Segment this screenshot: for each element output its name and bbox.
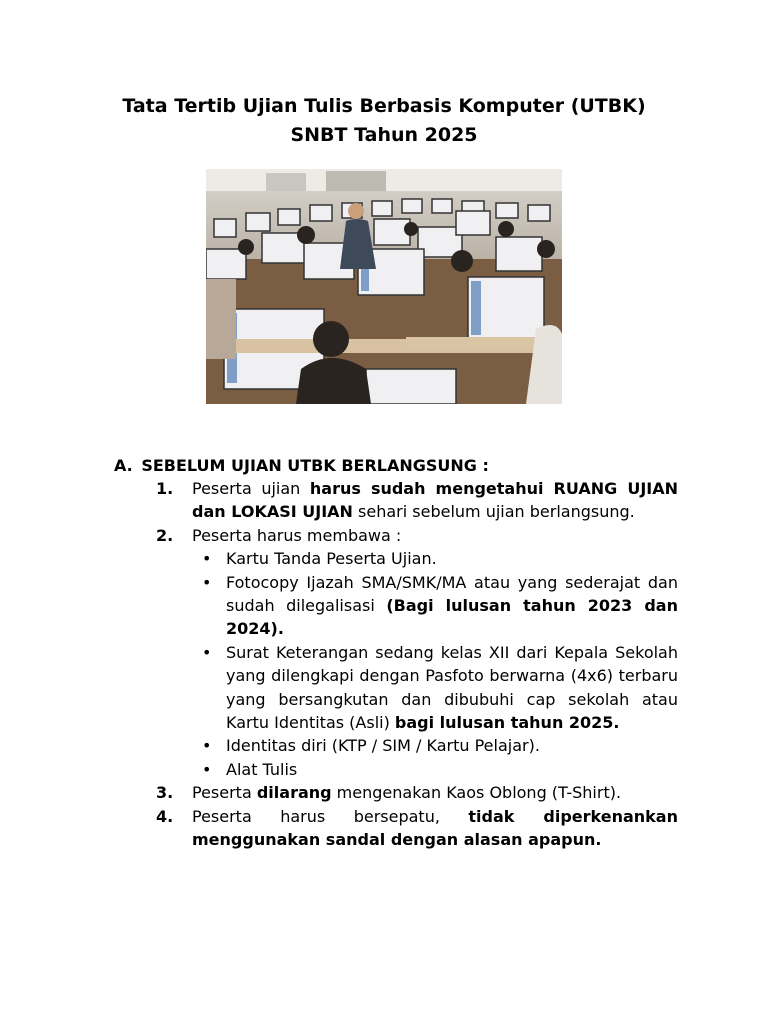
list-item: [156, 781, 678, 804]
document-title: [0, 92, 768, 150]
bullet-text: Identitas diri (KTP / SIM / Kartu Pelajar).: [226, 736, 540, 756]
item-number: 1.: [156, 479, 174, 498]
bullet-text: Fotocopy Ijazah SMA/SMK/MA atau yang sederajat dan sudah dilegalisasi: [226, 572, 678, 616]
item-text: sehari sebelum ujian berlangsung.: [352, 502, 635, 522]
list-item: [156, 805, 678, 852]
title-line-1: Tata Tertib Ujian Tulis Berbasis Komputer (UTBK): [122, 95, 646, 117]
list-item: [156, 524, 678, 781]
item-emphasis: harus sudah mengetahui RUANG UJIAN dan LOKASI UJIAN: [192, 479, 679, 522]
bullet-dot-icon: •: [202, 759, 212, 779]
rules-list: [156, 477, 678, 852]
item-text: mengenakan Kaos Oblong (T-Shirt).: [331, 783, 622, 803]
bullet-item: [192, 641, 678, 735]
bullet-text: Kartu Tanda Peserta Ujian.: [226, 549, 437, 569]
title-line-2: SNBT Tahun 2025: [290, 124, 478, 146]
bullet-item: [192, 734, 678, 757]
bullet-dot-icon: •: [202, 572, 212, 592]
bullet-text: Surat Keterangan sedang kelas XII dari Kepala Sekolah yang dilengkapi dengan Pasfoto berwarna (4x6) terbaru yang bersangkutan dan dibubuhi cap sekolah atau Kartu Identitas (Asli): [226, 642, 678, 733]
item-emphasis: tidak diperkenankan menggunakan sandal dengan alasan apapun.: [192, 806, 678, 850]
bullet-list: [192, 547, 678, 781]
bullet-emphasis: bagi lulusan tahun 2025.: [394, 713, 620, 733]
bullet-dot-icon: •: [202, 736, 212, 756]
section-label: A.: [114, 456, 133, 475]
item-text: Peserta: [192, 783, 257, 803]
exam-room-photo: [206, 169, 562, 404]
bullet-text: Alat Tulis: [226, 759, 298, 779]
bullet-item: [192, 758, 678, 781]
section-title: SEBELUM UJIAN UTBK BERLANGSUNG :: [141, 456, 489, 475]
bullet-item: [192, 547, 678, 570]
section-a-heading: [114, 454, 684, 478]
bullet-dot-icon: •: [202, 642, 212, 662]
item-emphasis: dilarang: [256, 783, 332, 803]
item-text: Peserta harus bersepatu,: [192, 806, 469, 826]
item-text: Peserta ujian: [192, 479, 310, 498]
list-item: [156, 477, 678, 524]
bullet-emphasis: (Bagi lulusan tahun 2023 dan 2024).: [226, 596, 678, 639]
exam-room-illustration: [206, 169, 562, 404]
item-number: 4.: [156, 806, 174, 826]
item-text: Peserta harus membawa :: [192, 525, 402, 545]
item-number: 2.: [156, 525, 174, 545]
bullet-dot-icon: •: [202, 549, 212, 569]
item-number: 3.: [156, 783, 174, 803]
bullet-item: [192, 571, 678, 641]
